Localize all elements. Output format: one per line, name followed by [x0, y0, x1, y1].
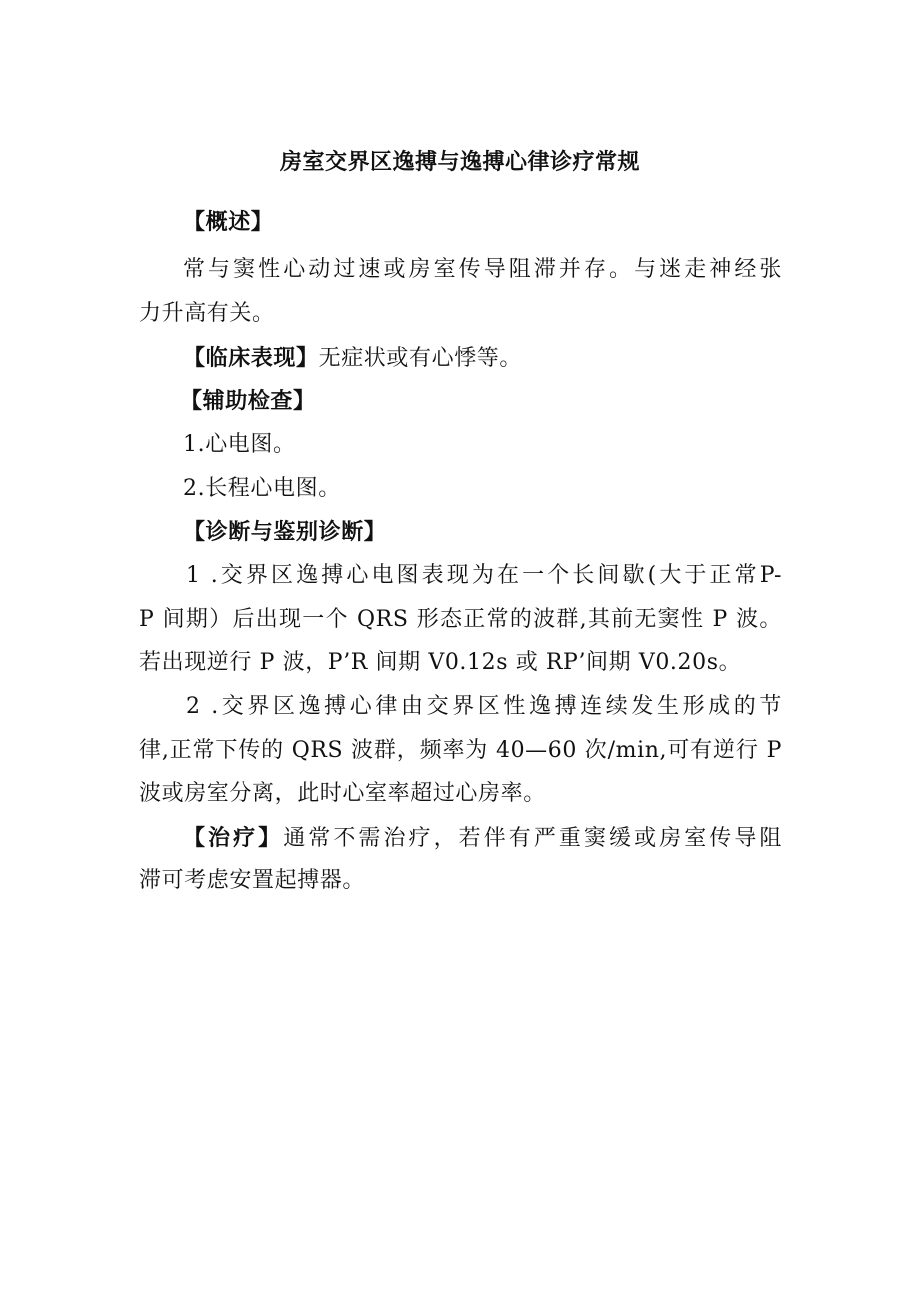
diagnosis-item-1-line-3: 若出现逆行 P 波，P’R 间期 V0.12s 或 RP’间期 V0.20s。: [139, 650, 742, 675]
overview-text-line-1: 常与窦性心动过速或房室传导阻滞并存。与迷走神经张: [183, 257, 782, 282]
treatment-text-line-2: 滞可考虑安置起搏器。: [139, 868, 366, 893]
treatment-paragraph-line-1: [139, 823, 782, 854]
exam-item-2: 2.长程心电图。: [183, 476, 341, 501]
page-title: 房室交界区逸搏与逸搏心律诊疗常规: [279, 149, 640, 175]
section-heading-clinical: 【临床表现】: [183, 345, 319, 371]
diagnosis-item-2-line-1: 2 .交界区逸搏心律由交界区性逸搏连续发生形成的节: [186, 694, 782, 719]
clinical-paragraph: [183, 343, 522, 374]
diagnosis-item-1-line-1: 1 .交界区逸搏心电图表现为在一个长间歇(大于正常P-: [186, 563, 782, 588]
clinical-text: 无症状或有心悸等。: [318, 346, 523, 371]
exam-item-1: 1.心电图。: [183, 432, 296, 457]
section-heading-treatment: 【治疗】: [183, 825, 284, 851]
section-heading-overview: 【概述】: [183, 209, 274, 235]
overview-text-line-2: 力升高有关。: [139, 301, 275, 326]
section-heading-diagnosis: 【诊断与鉴别诊断】: [183, 519, 387, 545]
diagnosis-item-2-line-3: 波或房室分离，此时心室率超过心房率。: [139, 781, 546, 806]
diagnosis-item-2-line-2: 律,正常下传的 QRS 波群，频率为 40—60 次/min,可有逆行 P: [139, 738, 782, 763]
diagnosis-item-1-line-2: P 间期）后出现一个 QRS 形态正常的波群,其前无窦性 P 波。: [139, 607, 782, 632]
section-heading-exam: 【辅助检查】: [180, 388, 316, 414]
treatment-text-line-1: 通常不需治疗，若伴有严重窦缓或房室传导阻: [283, 826, 782, 851]
